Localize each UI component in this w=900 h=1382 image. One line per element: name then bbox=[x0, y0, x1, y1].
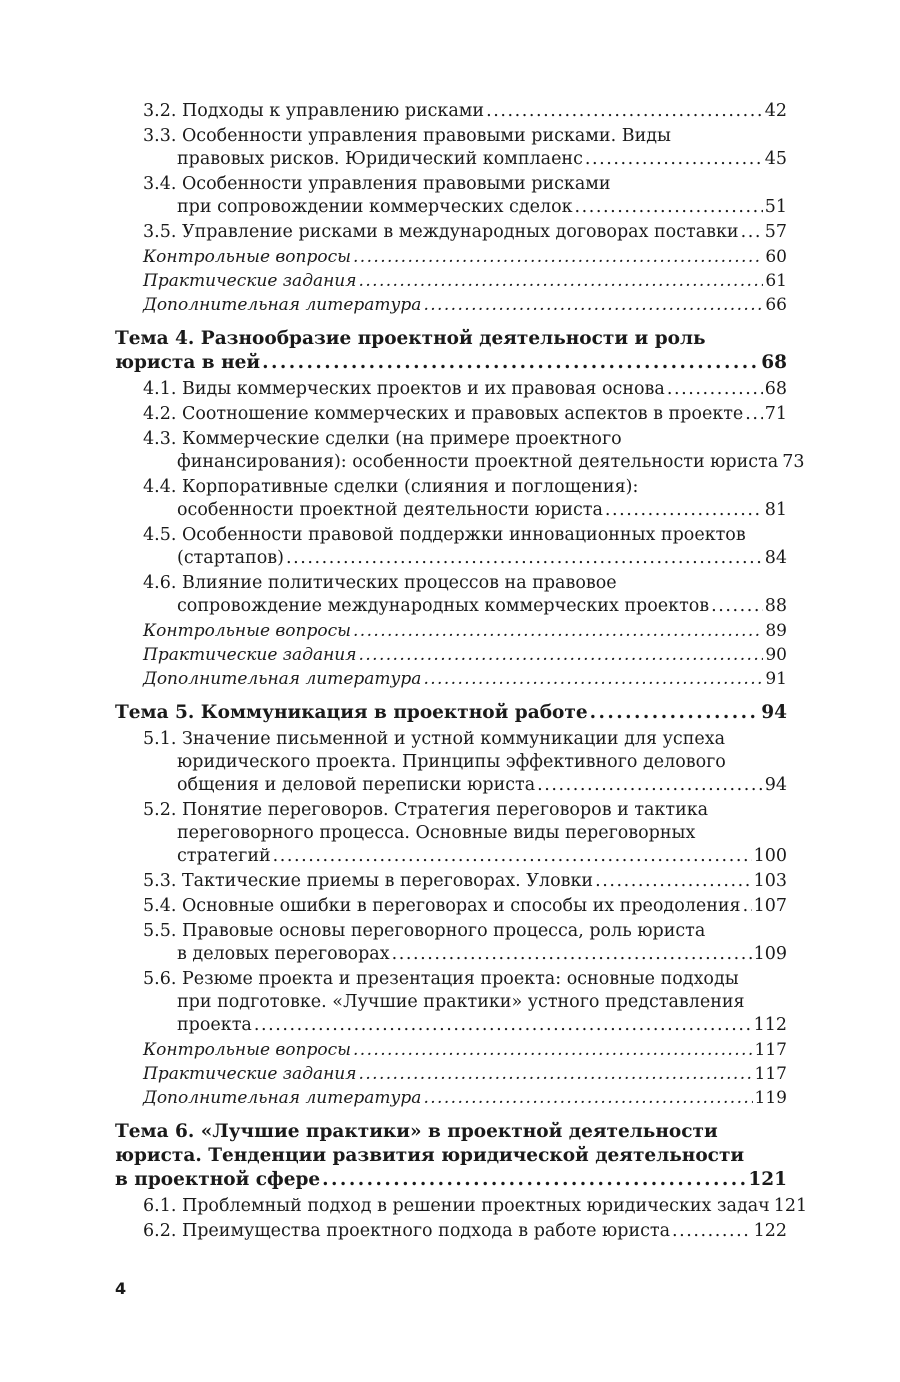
toc-entry-further-reading[interactable] bbox=[115, 294, 787, 317]
toc-page-number: 90 bbox=[765, 645, 787, 665]
toc-entry-4-5[interactable] bbox=[115, 524, 787, 570]
toc-entry-title: 3.3. Особенности управления правовыми рисками. Виды bbox=[143, 126, 671, 146]
dot-leader bbox=[423, 294, 763, 317]
toc-topic-6[interactable] bbox=[115, 1120, 787, 1192]
toc-entry-title: 4.6. Влияние политических процессов на правовое bbox=[143, 573, 617, 593]
toc-topic-title: Тема 4. Разнообразие проектной деятельности и роль bbox=[115, 328, 706, 349]
dot-leader bbox=[423, 1087, 752, 1110]
toc-page-number: 61 bbox=[765, 271, 787, 291]
dot-leader bbox=[575, 196, 763, 219]
toc-topic-title-cont: в проектной сфере bbox=[115, 1169, 321, 1190]
toc-entry-6-2[interactable] bbox=[115, 1220, 787, 1243]
dot-leader bbox=[273, 845, 752, 868]
toc-page-number: 117 bbox=[754, 1064, 787, 1084]
toc-entry-practical-tasks[interactable] bbox=[115, 1063, 787, 1086]
toc-page-number: 91 bbox=[765, 669, 787, 689]
toc-entry-3-2[interactable] bbox=[115, 100, 787, 123]
toc-topic-title-cont: юриста. Тенденции развития юридической деятельности bbox=[115, 1145, 745, 1166]
toc-entry-title-cont: юридического проекта. Принципы эффективного делового bbox=[177, 752, 726, 772]
toc-entry-3-4[interactable] bbox=[115, 173, 787, 219]
toc-entry-3-5[interactable] bbox=[115, 221, 787, 244]
toc-entry-4-6[interactable] bbox=[115, 572, 787, 618]
toc-entry-title: Дополнительная литература bbox=[143, 295, 422, 315]
toc-page-number: 71 bbox=[764, 404, 787, 424]
toc-entry-title: Практические задания bbox=[143, 1064, 357, 1084]
toc-page-number: 68 bbox=[761, 352, 787, 373]
toc-page-number: 107 bbox=[753, 896, 787, 916]
toc-page-number: 57 bbox=[764, 222, 787, 242]
toc-entry-5-6[interactable] bbox=[115, 968, 787, 1037]
toc-page-number: 88 bbox=[764, 596, 787, 616]
dot-leader bbox=[353, 246, 763, 269]
toc-entry-title: Дополнительная литература bbox=[143, 1088, 422, 1108]
toc-topic-5[interactable] bbox=[115, 701, 787, 725]
toc-entry-4-4[interactable] bbox=[115, 476, 787, 522]
toc-page-number: 60 bbox=[765, 247, 787, 267]
dot-leader bbox=[359, 644, 764, 667]
table-of-contents bbox=[115, 100, 808, 1245]
toc-entry-4-1[interactable] bbox=[115, 378, 787, 401]
toc-entry-title: 6.1. Проблемный подход в решении проектных юридических задач bbox=[143, 1196, 770, 1216]
toc-page-number: 42 bbox=[764, 101, 787, 121]
toc-page-number: 122 bbox=[753, 1221, 787, 1241]
toc-entry-5-5[interactable] bbox=[115, 920, 787, 966]
toc-entry-title-cont: (стартапов) bbox=[177, 548, 284, 568]
dot-leader bbox=[672, 1220, 752, 1243]
toc-entry-title-cont: правовых рисков. Юридический комплаенс bbox=[177, 149, 583, 169]
toc-entry-practical-tasks[interactable] bbox=[115, 270, 787, 293]
toc-entry-control-questions[interactable] bbox=[115, 620, 787, 643]
dot-leader bbox=[605, 499, 763, 522]
toc-entry-title-cont: общения и деловой переписки юриста bbox=[177, 775, 536, 795]
toc-entry-title: Контрольные вопросы bbox=[143, 621, 351, 641]
toc-entry-title: 5.4. Основные ошибки в переговорах и способы их преодоления bbox=[143, 896, 741, 916]
toc-page-number: 94 bbox=[761, 702, 787, 723]
toc-entry-title-cont: проекта bbox=[177, 1015, 252, 1035]
dot-leader bbox=[590, 701, 760, 725]
dot-leader bbox=[741, 221, 763, 244]
toc-entry-title: 5.2. Понятие переговоров. Стратегия переговоров и тактика bbox=[143, 800, 709, 820]
toc-entry-control-questions[interactable] bbox=[115, 1039, 787, 1062]
dot-leader bbox=[392, 943, 752, 966]
toc-entry-5-4[interactable] bbox=[115, 895, 787, 918]
dot-leader bbox=[353, 1039, 753, 1062]
toc-page-number: 51 bbox=[764, 197, 787, 217]
toc-entry-title-cont: при сопровождении коммерческих сделок bbox=[177, 197, 573, 217]
toc-entry-further-reading[interactable] bbox=[115, 1087, 787, 1110]
toc-entry-4-3[interactable] bbox=[115, 428, 805, 474]
toc-entry-practical-tasks[interactable] bbox=[115, 644, 787, 667]
toc-entry-5-2[interactable] bbox=[115, 799, 787, 868]
dot-leader bbox=[711, 595, 763, 618]
toc-entry-title: 3.2. Подходы к управлению рисками bbox=[143, 101, 485, 121]
toc-entry-title: 3.5. Управление рисками в международных договорах поставки bbox=[143, 222, 739, 242]
toc-entry-title: 3.4. Особенности управления правовыми рисками bbox=[143, 174, 611, 194]
toc-entry-title: 6.2. Преимущества проектного подхода в работе юриста bbox=[143, 1221, 671, 1241]
toc-entry-title: 5.3. Тактические приемы в переговорах. Уловки bbox=[143, 871, 594, 891]
toc-entry-title: Контрольные вопросы bbox=[143, 247, 351, 267]
toc-page-number: 119 bbox=[754, 1088, 787, 1108]
page-number: 4 bbox=[115, 1279, 127, 1298]
toc-entry-title: Контрольные вопросы bbox=[143, 1040, 351, 1060]
toc-entry-title: 4.4. Корпоративные сделки (слияния и поглощения): bbox=[143, 477, 639, 497]
dot-leader bbox=[286, 547, 763, 570]
toc-entry-further-reading[interactable] bbox=[115, 668, 787, 691]
toc-entry-title-cont: переговорного процесса. Основные виды переговорных bbox=[177, 823, 696, 843]
dot-leader bbox=[667, 378, 763, 401]
dot-leader bbox=[595, 870, 752, 893]
toc-entry-title: Практические задания bbox=[143, 645, 357, 665]
dot-leader bbox=[353, 620, 763, 643]
toc-entry-5-1[interactable] bbox=[115, 728, 787, 797]
toc-page-number: 100 bbox=[753, 846, 787, 866]
toc-entry-6-1[interactable] bbox=[115, 1195, 808, 1218]
toc-entry-title: Практические задания bbox=[143, 271, 357, 291]
toc-entry-title-cont: стратегий bbox=[177, 846, 271, 866]
toc-topic-title: Тема 5. Коммуникация в проектной работе bbox=[115, 702, 588, 723]
toc-entry-title-cont: особенности проектной деятельности юриста bbox=[177, 500, 603, 520]
toc-entry-control-questions[interactable] bbox=[115, 246, 787, 269]
toc-entry-title: 5.1. Значение письменной и устной коммуникации для успеха bbox=[143, 729, 726, 749]
toc-page-number: 121 bbox=[748, 1169, 787, 1190]
toc-entry-4-2[interactable] bbox=[115, 403, 787, 426]
toc-page-number: 73 bbox=[782, 452, 805, 472]
dot-leader bbox=[359, 1063, 753, 1086]
toc-page-number: 103 bbox=[753, 871, 787, 891]
toc-topic-title: Тема 6. «Лучшие практики» в проектной деятельности bbox=[115, 1121, 718, 1142]
toc-entry-5-3[interactable] bbox=[115, 870, 787, 893]
toc-page-number: 112 bbox=[753, 1015, 787, 1035]
toc-entry-title: 4.1. Виды коммерческих проектов и их правовая основа bbox=[143, 379, 665, 399]
toc-page-number: 89 bbox=[765, 621, 787, 641]
toc-page-number: 68 bbox=[764, 379, 787, 399]
toc-entry-3-3[interactable] bbox=[115, 125, 787, 171]
toc-entry-title: 4.3. Коммерческие сделки (на примере проектного bbox=[143, 429, 622, 449]
toc-topic-title-cont: юриста в ней bbox=[115, 352, 261, 373]
toc-entry-title-cont: сопровождение международных коммерческих проектов bbox=[177, 596, 710, 616]
dot-leader bbox=[423, 668, 763, 691]
dot-leader bbox=[254, 1014, 752, 1037]
dot-leader bbox=[537, 774, 763, 797]
toc-page-number: 121 bbox=[773, 1196, 808, 1216]
toc-page-number: 81 bbox=[764, 500, 787, 520]
toc-page-number: 109 bbox=[753, 944, 787, 964]
dot-leader bbox=[743, 895, 752, 918]
toc-page-number: 45 bbox=[764, 149, 787, 169]
toc-entry-title: 5.6. Резюме проекта и презентация проекта: основные подходы bbox=[143, 969, 739, 989]
dot-leader bbox=[745, 403, 762, 426]
toc-page-number: 66 bbox=[765, 295, 787, 315]
toc-entry-title-cont: в деловых переговорах bbox=[177, 944, 390, 964]
toc-topic-4[interactable] bbox=[115, 327, 787, 375]
toc-entry-title-cont: финансирования): особенности проектной деятельности юриста bbox=[177, 452, 779, 472]
toc-entry-title: 4.2. Соотношение коммерческих и правовых аспектов в проекте bbox=[143, 404, 744, 424]
toc-entry-title: 4.5. Особенности правовой поддержки инновационных проектов bbox=[143, 525, 746, 545]
toc-page-number: 84 bbox=[764, 548, 787, 568]
dot-leader bbox=[322, 1168, 746, 1192]
toc-entry-title-cont: при подготовке. «Лучшие практики» устного представления bbox=[177, 992, 745, 1012]
toc-entry-title: Дополнительная литература bbox=[143, 669, 422, 689]
toc-page-number: 94 bbox=[764, 775, 787, 795]
toc-entry-title: 5.5. Правовые основы переговорного процесса, роль юриста bbox=[143, 921, 706, 941]
dot-leader bbox=[585, 148, 763, 171]
dot-leader bbox=[486, 100, 763, 123]
dot-leader bbox=[262, 351, 759, 375]
toc-page-number: 117 bbox=[754, 1040, 787, 1060]
dot-leader bbox=[359, 270, 764, 293]
